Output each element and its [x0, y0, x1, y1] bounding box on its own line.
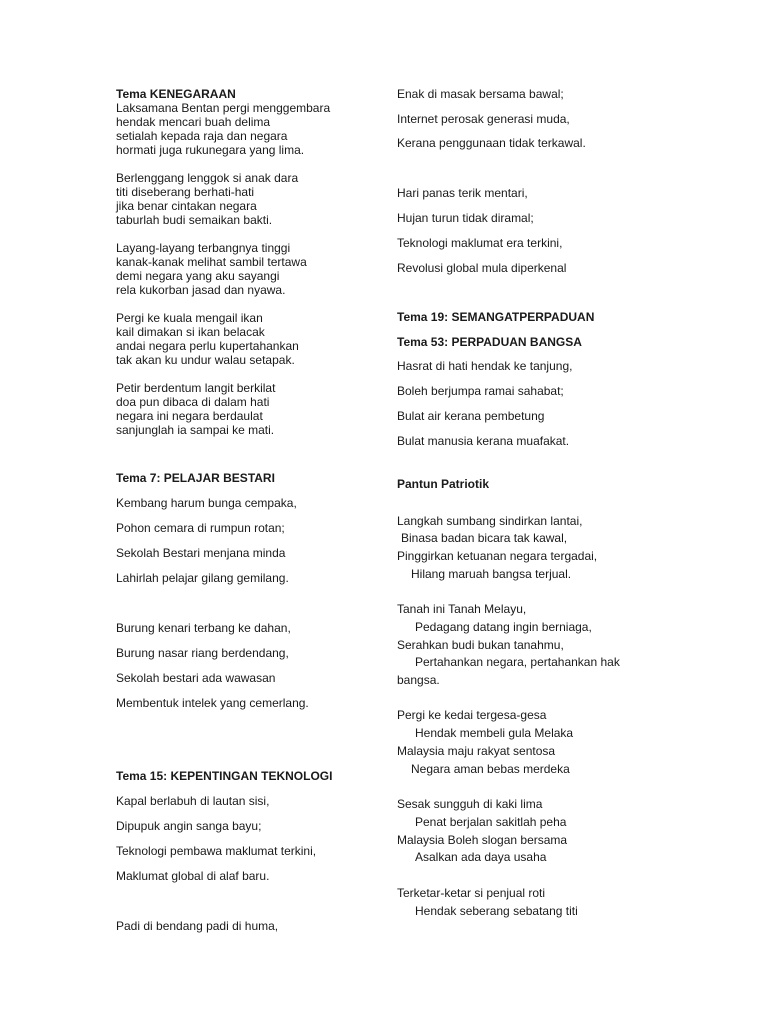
pantun-line: Bulat manusia kerana muafakat. [397, 434, 570, 448]
pantun-line: Laksamana Bentan pergi menggembara [116, 101, 331, 115]
heading-tema-19: Tema 19: SEMANGATPERPADUAN [397, 310, 595, 324]
pantun-line: Kerana penggunaan tidak terkawal. [397, 136, 586, 150]
pantun-line: taburlah budi semaikan bakti. [116, 213, 273, 227]
pantun-line: Serahkan budi bukan tanahmu, [397, 638, 564, 652]
pantun-line: Kapal berlabuh di lautan sisi, [116, 794, 270, 808]
pantun-line: rela kukorban jasad dan nyawa. [116, 283, 286, 297]
pantun-line: Membentuk intelek yang cemerlang. [116, 696, 309, 710]
pantun-line: demi negara yang aku sayangi [116, 269, 280, 283]
pantun-line: Pergi ke kuala mengail ikan [116, 311, 263, 325]
pantun-line: Terketar-ketar si penjual roti [397, 886, 546, 900]
pantun-line: jika benar cintakan negara [116, 199, 257, 213]
pantun-line: Kembang harum bunga cempaka, [116, 496, 297, 510]
pantun-line: Revolusi global mula diperkenal [397, 261, 567, 275]
pantun-line: kail dimakan si ikan belacak [116, 325, 265, 339]
heading-pantun-patriotik: Pantun Patriotik [397, 477, 490, 491]
pantun-line: Hilang maruah bangsa terjual. [411, 567, 572, 581]
pantun-line: doa pun dibaca di dalam hati [116, 395, 270, 409]
pantun-line: Enak di masak bersama bawal; [397, 87, 564, 101]
pantun-line: Sekolah Bestari menjana minda [116, 546, 286, 560]
pantun-line: andai negara perlu kupertahankan [116, 339, 299, 353]
pantun-line: Berlenggang lenggok si anak dara [116, 171, 299, 185]
pantun-line: hormati juga rukunegara yang lima. [116, 143, 305, 157]
pantun-line: Teknologi pembawa maklumat terkini, [116, 844, 317, 858]
pantun-line: Tanah ini Tanah Melayu, [397, 602, 527, 616]
pantun-line: Malaysia maju rakyat sentosa [397, 744, 556, 758]
pantun-line: Pergi ke kedai tergesa-gesa [397, 708, 547, 722]
pantun-line: Binasa badan bicara tak kawal, [401, 531, 568, 545]
heading-tema-15: Tema 15: KEPENTINGAN TEKNOLOGI [116, 769, 333, 783]
pantun-line: Dipupuk angin sanga bayu; [116, 819, 262, 833]
heading-tema-53: Tema 53: PERPADUAN BANGSA [397, 335, 582, 349]
pantun-line: negara ini negara berdaulat [116, 409, 263, 423]
heading-tema-kenegaraan: Tema KENEGARAAN [116, 87, 236, 101]
pantun-line: Pertahankan negara, pertahankan hak [415, 655, 620, 669]
pantun-line: Hasrat di hati hendak ke tanjung, [397, 359, 573, 373]
pantun-line: Burung nasar riang berdendang, [116, 646, 289, 660]
pantun-line: hendak mencari buah delima [116, 115, 271, 129]
pantun-line: Layang-layang terbangnya tinggi [116, 241, 291, 255]
pantun-line: titi diseberang berhati-hati [116, 185, 255, 199]
pantun-line: Petir berdentum langit berkilat [116, 381, 276, 395]
pantun-line: Hendak membeli gula Melaka [415, 726, 574, 740]
pantun-line: Teknologi maklumat era terkini, [397, 236, 563, 250]
pantun-line: Hari panas terik mentari, [397, 186, 528, 200]
pantun-line: tak akan ku undur walau setapak. [116, 353, 295, 367]
heading-tema-7: Tema 7: PELAJAR BESTARI [116, 471, 275, 485]
pantun-line: Sesak sungguh di kaki lima [397, 797, 543, 811]
pantun-line: Asalkan ada daya usaha [415, 850, 547, 864]
pantun-line: Hujan turun tidak diramal; [397, 211, 534, 225]
pantun-line: Malaysia Boleh slogan bersama [397, 833, 568, 847]
pantun-line: Padi di bendang padi di huma, [116, 919, 279, 933]
pantun-line: Sekolah bestari ada wawasan [116, 671, 276, 685]
pantun-line: Negara aman bebas merdeka [411, 762, 570, 776]
pantun-line: sanjunglah ia sampai ke mati. [116, 423, 275, 437]
pantun-line: Boleh berjumpa ramai sahabat; [397, 384, 564, 398]
pantun-line: Burung kenari terbang ke dahan, [116, 621, 291, 635]
pantun-line: Pohon cemara di rumpun rotan; [116, 521, 285, 535]
pantun-line: Internet perosak generasi muda, [397, 112, 570, 126]
pantun-line: Bulat air kerana pembetung [397, 409, 545, 423]
pantun-line: Langkah sumbang sindirkan lantai, [397, 514, 583, 528]
pantun-line: Penat berjalan sakitlah peha [415, 815, 567, 829]
pantun-line: Maklumat global di alaf baru. [116, 869, 270, 883]
pantun-line: setialah kepada raja dan negara [116, 129, 288, 143]
pantun-line: bangsa. [397, 673, 440, 687]
pantun-line: Hendak seberang sebatang titi [415, 904, 578, 918]
pantun-line: Pinggirkan ketuanan negara tergadai, [397, 549, 598, 563]
pantun-line: Lahirlah pelajar gilang gemilang. [116, 571, 289, 585]
pantun-line: kanak-kanak melihat sambil tertawa [116, 255, 307, 269]
pantun-line: Pedagang datang ingin berniaga, [415, 620, 592, 634]
